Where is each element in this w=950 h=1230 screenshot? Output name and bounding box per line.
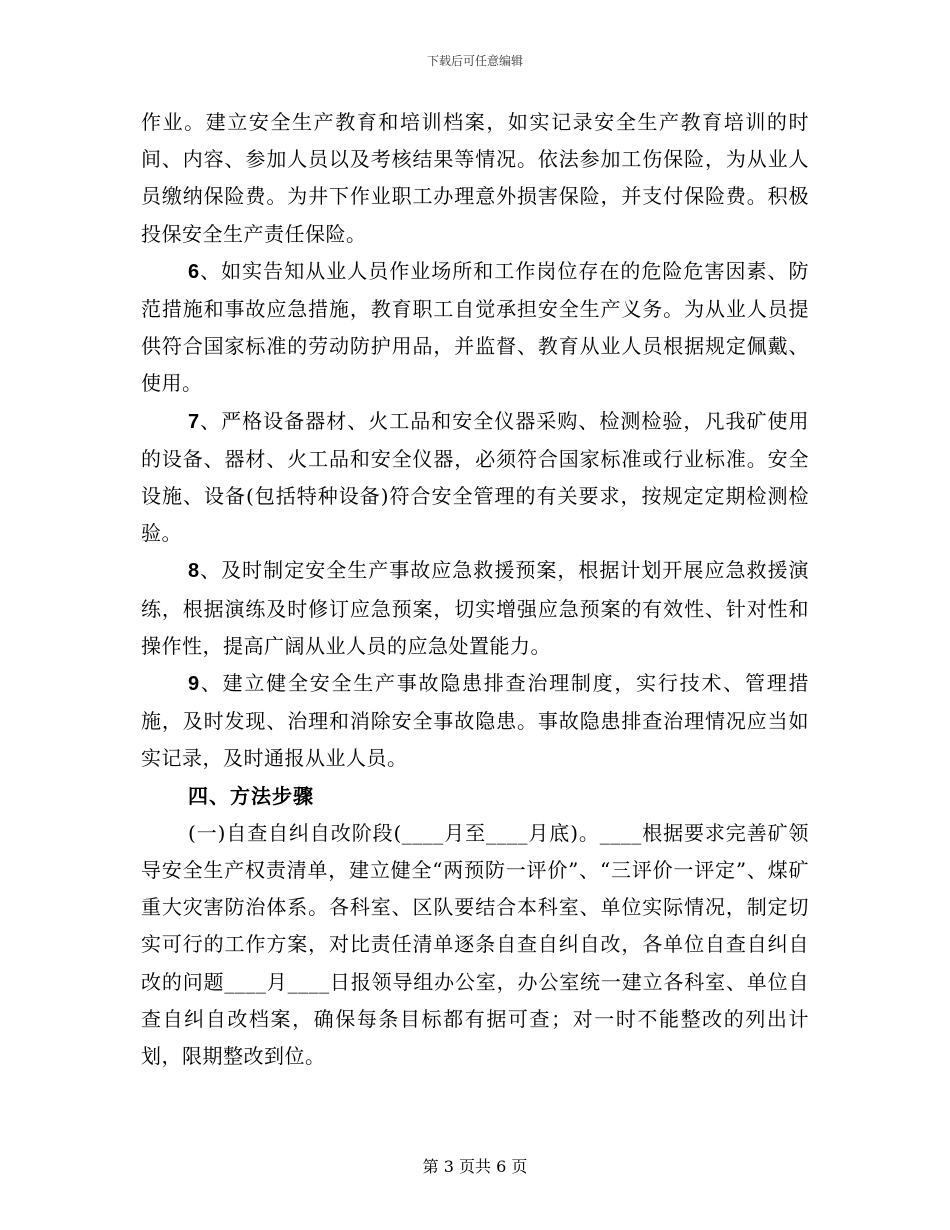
paragraph-text: 作业。建立安全生产教育和培训档案，如实记录安全生产教育培训的时间、内容、参加人员以及考核结果等情况。依法参加工伤保险，为从业人员缴纳保险费。为井下作业职工办理意外损害保险，并支付保险费。积极投保安全生产责任保险。 [141,110,809,246]
paragraph-text: 、如实告知从业人员作业场所和工作岗位存在的危险危害因素、防范措施和事故应急措施，教育职工自觉承担安全生产义务。为从业人员提供符合国家标准的劳动防护用品，并监督、教育从业人员根据规定佩戴、使用。 [141,258,809,396]
paragraph-item-9 [141,665,809,778]
paragraph-item-8 [141,552,809,665]
paragraph-text: 、建立健全安全生产事故隐患排查治理制度，实行技术、管理措施，及时发现、治理和消除安全事故隐患。事故隐患排查治理情况应当如实记录，及时通报从业人员。 [141,671,809,771]
paragraph-text: 、及时制定安全生产事故应急救援预案，根据计划开展应急救援演练，根据演练及时修订应急预案，切实增强应急预案的有效性、针对性和操作性，提高广阔从业人员的应急处置能力。 [141,558,809,658]
paragraph-number: 9 [188,673,200,696]
paragraph-continuation [141,104,809,253]
page-header: 下载后可任意编辑 [426,54,523,68]
document-body [141,104,809,1075]
paragraph-number: 8 [188,560,200,583]
paragraph-item-7 [141,403,809,553]
page-footer: 第 3 页共 6 页 [422,1157,528,1176]
paragraph-item-6 [141,253,809,403]
paragraph-number: 6 [188,260,200,283]
section-paragraph: (一)自查自纠自改阶段(____月至____月底)。____根据要求完善矿领导安全生产权责清单，建立健全“两预防一评价”、“三评价一评定”、煤矿重大灾害防治体系。各科室、区队要结合本科室、单位实际情况，制定切实可行的工作方案，对比责任清单逐条自查自纠自改，各单位自查自纠自改的问题____月____日报领导组办公室，办公室统一建立各科室、单位自查自纠自改档案，确保每条目标都有据可查；对一时不能整改的列出计划，限期整改到位。 [141,820,809,1069]
section-heading: 四、方法步骤 [188,783,314,808]
paragraph-text: 、严格设备器材、火工品和安全仪器采购、检测检验，凡我矿使用的设备、器材、火工品和安全仪器，必须符合国家标准或行业标准。安全设施、设备(包括特种设备)符合安全管理的有关要求，按规定定期检测检验。 [141,408,809,546]
paragraph-number: 7 [188,410,200,433]
